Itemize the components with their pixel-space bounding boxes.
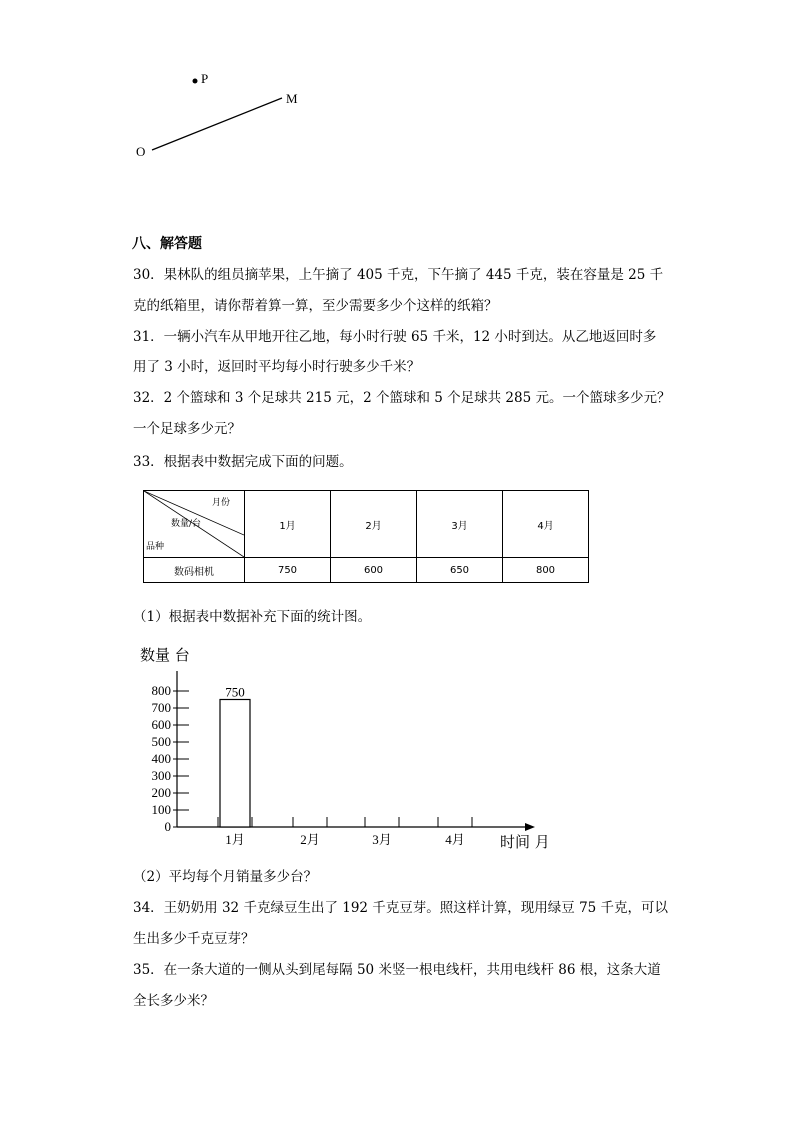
y-tick-label: 700	[151, 700, 171, 715]
header-type: 品种	[146, 542, 165, 552]
x-tick-label: 3月	[372, 832, 392, 847]
question-32-line1: 32．2 个篮球和 3 个足球共 215 元，2 个篮球和 5 个足球共 285 元。一个篮球多少元？	[133, 390, 671, 406]
sub-question-1: （1）根据表中数据补充下面的统计图。	[133, 609, 372, 625]
point-o-label: O	[136, 144, 146, 159]
y-tick-label: 100	[151, 802, 171, 817]
table-cell: 600	[331, 558, 417, 583]
question-33-line1: 33．根据表中数据完成下面的问题。	[133, 454, 353, 470]
bar-data-label: 750	[225, 684, 245, 700]
geometry-figure	[125, 65, 315, 165]
point-p-label: P	[201, 71, 209, 86]
question-35-line2: 全长多少米？	[133, 993, 214, 1009]
table-header-row	[144, 491, 589, 558]
y-tick-label: 200	[151, 785, 171, 800]
y-axis-label: 数量 台	[140, 646, 190, 664]
point-p-dot	[193, 79, 198, 84]
y-tick-label: 300	[151, 768, 171, 783]
y-tick-label: 0	[164, 819, 171, 834]
chart-svg	[130, 640, 570, 855]
bar	[220, 700, 250, 828]
table-row	[144, 558, 589, 583]
table-cell: 750	[245, 558, 331, 583]
table-cell: 650	[417, 558, 503, 583]
question-35-line1: 35．在一条大道的一侧从头到尾每隔 50 米竖一根电线杆，共用电线杆 86 根，这条大道	[133, 962, 661, 978]
question-31-line2: 用了 3 小时，返回时平均每小时行驶多少千米？	[133, 359, 421, 375]
x-tick-label: 1月	[225, 832, 245, 847]
x-axis-label: 时间 月	[500, 833, 550, 851]
sub-question-2: （2）平均每个月销量多少台？	[133, 869, 318, 885]
point-m-label: M	[286, 91, 298, 106]
y-tick-label: 500	[151, 734, 171, 749]
y-tick-label: 600	[151, 717, 171, 732]
ray-om	[152, 98, 282, 150]
section-title: 八、解答题	[132, 236, 202, 252]
table-cell: 800	[503, 558, 589, 583]
bar-chart	[130, 640, 570, 855]
question-31-line1: 31．一辆小汽车从甲地开往乙地，每小时行驶 65 千米，12 小时到达。从乙地返回时多	[133, 329, 657, 345]
x-axis-arrow	[525, 823, 535, 831]
question-34-line1: 34．王奶奶用 32 千克绿豆生出了 192 千克豆芽。照这样计算，现用绿豆 75 千克，可以	[133, 900, 669, 916]
question-34-line2: 生出多少千克豆芽？	[133, 931, 255, 947]
header-qty: 数量/台	[171, 519, 202, 529]
header-month: 月份	[212, 498, 231, 508]
x-tick-label: 4月	[445, 832, 465, 847]
header-cell: 1月	[245, 491, 331, 558]
header-cell: 4月	[503, 491, 589, 558]
row-label: 数码相机	[144, 558, 245, 583]
diagonal-header-cell	[144, 491, 245, 558]
y-tick-label: 400	[151, 751, 171, 766]
question-32-line2: 一个足球多少元？	[133, 421, 241, 437]
question-30-line1: 30．果林队的组员摘苹果，上午摘了 405 千克，下午摘了 445 千克，装在容量是 25 千	[133, 267, 664, 283]
y-tick-label: 800	[151, 683, 171, 698]
header-cell: 2月	[331, 491, 417, 558]
question-30-line2: 克的纸箱里，请你帮着算一算，至少需要多少个这样的纸箱？	[133, 298, 498, 314]
x-tick-label: 2月	[300, 832, 320, 847]
header-cell: 3月	[417, 491, 503, 558]
sales-table	[143, 490, 589, 583]
